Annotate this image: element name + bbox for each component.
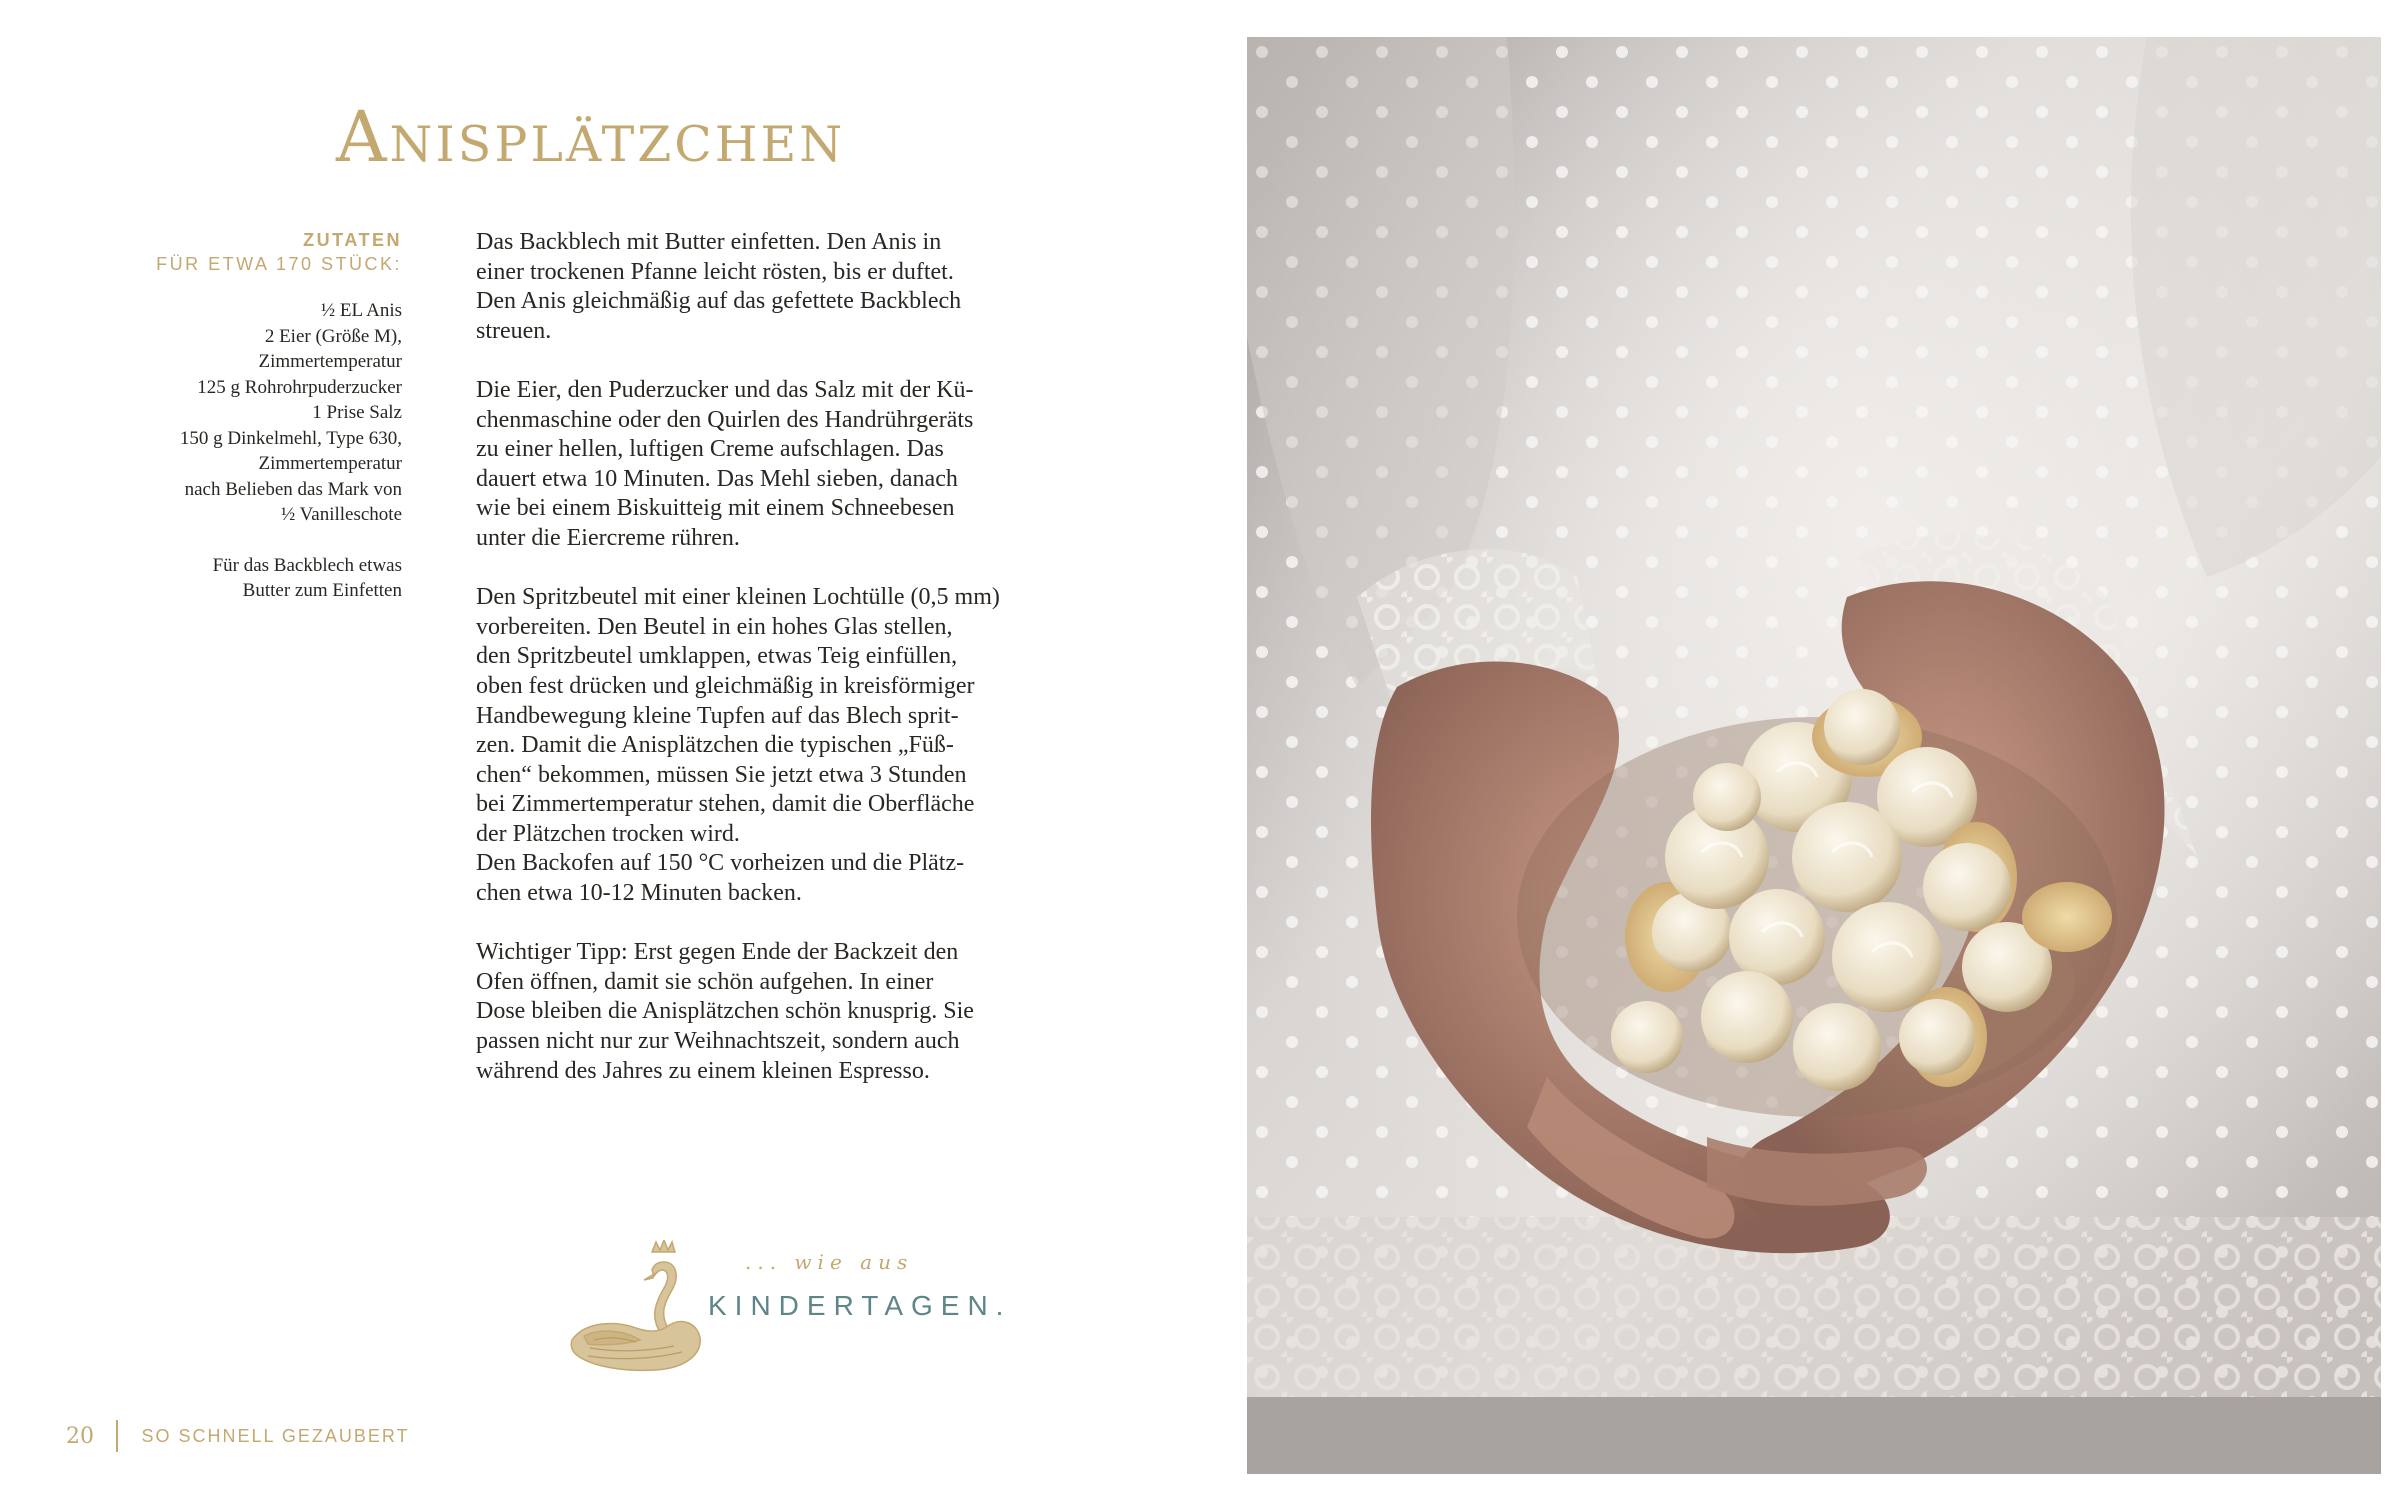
page-number: 20 (66, 1423, 94, 1449)
section-name: SO SCHNELL GEZAUBERT (141, 1425, 410, 1446)
footer-divider (116, 1420, 118, 1452)
ingredient-line: 125 g Rohrohrpuderzucker (197, 376, 402, 398)
ingredient-line: 2 Eier (Größe M), (264, 325, 402, 347)
crowned-swan-icon (564, 1240, 724, 1380)
ingredient-list (90, 298, 402, 604)
ingredients-heading: ZUTATEN (303, 230, 402, 250)
extra-ingredient-line: Für das Backblech etwas (212, 554, 402, 576)
ingredient-line: Zimmertemperatur (258, 453, 402, 474)
instruction-paragraph: Den Spritzbeutel mit einer kleinen Lochtülle (0,5 mm) vorbereiten. Den Beutel in ein hohes Glas stellen, den Spritzbeutel umklappen, etwas Teig einfüllen, oben fest drücken und gleichmäßig in kreisförmiger Handbewegung kleine Tupfen auf das Blech sprit- zen. Damit die Anisplätzchen die typischen „Füß- chen“ bekommen, müssen Sie jetzt etwa 3 Stunden bei Zimmertemperatur stehen, damit die Oberfläche der Plätzchen trocken wird. Den Backofen auf 150 °C vorheizen und die Plätz- chen etwa 10-12 Minuten backen. (476, 584, 1000, 907)
yield-label: FÜR ETWA 170 STÜCK: (156, 254, 402, 274)
instructions (476, 228, 1066, 1116)
ingredient-line: Zimmertemperatur (258, 351, 402, 372)
ingredients-header (90, 228, 402, 276)
page-footer (66, 1420, 410, 1452)
ingredient-line: ½ Vanilleschote (280, 504, 402, 525)
ingredient-line: ½ EL Anis (320, 300, 402, 321)
recipe-photo (1247, 37, 2381, 1474)
instruction-paragraph: Die Eier, den Puderzucker und das Salz mit der Kü- chenmaschine oder den Quirlen des Handrührgeräts zu einer hellen, luftigen Creme aufschlagen. Das dauert etwa 10 Minuten. Das Mehl sieben, danach wie bei einem Biskuitteig mit einem Schneebesen unter die Eiercreme rühren. (476, 376, 974, 551)
ingredient-line: 1 Prise Salz (312, 402, 402, 423)
ingredient-line: 150 g Dinkelmehl, Type 630, (179, 427, 402, 449)
recipe-title: Anisplätzchen (336, 96, 846, 178)
tagline-small: ... wie aus (745, 1250, 914, 1274)
ingredient-line: nach Belieben das Mark von (184, 478, 402, 500)
tagline-big: KINDERTAGEN. (708, 1290, 1012, 1321)
hands-holding-cookies-image (1247, 37, 2381, 1474)
extra-ingredient-line: Butter zum Einfetten (242, 580, 402, 601)
instruction-paragraph: Das Backblech mit Butter einfetten. Den Anis in einer trockenen Pfanne leicht rösten, bis er duftet. Den Anis gleichmäßig auf das gefettete Backblech streuen. (476, 229, 962, 344)
instruction-paragraph: Wichtiger Tipp: Erst gegen Ende der Backzeit den Ofen öffnen, damit sie schön aufgehen. In einer Dose bleiben die Anisplätzchen schön knusprig. Sie passen nicht nur zur Weihnachtszeit, sondern auch während des Jahres zu einem kleinen Espresso. (476, 939, 974, 1084)
